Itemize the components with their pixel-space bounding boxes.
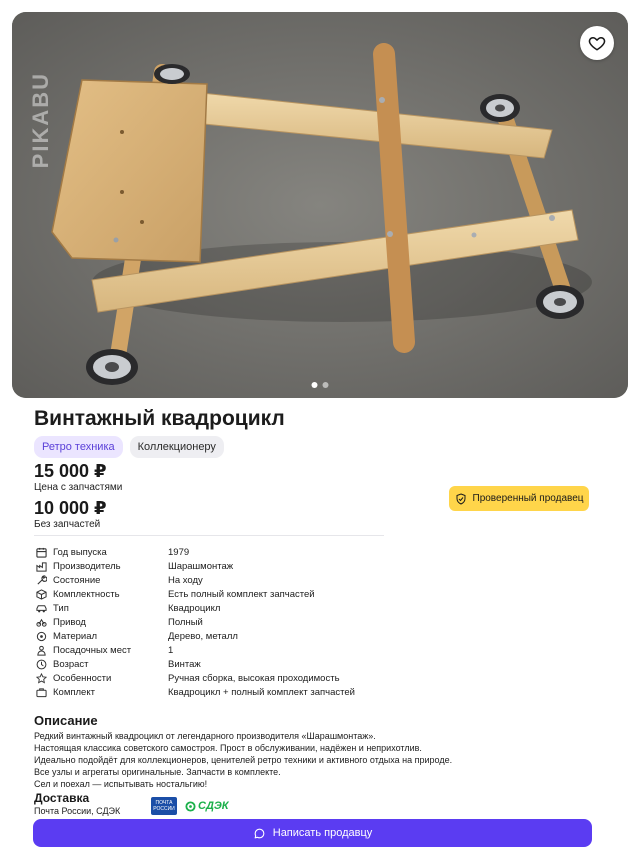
spec-label: Посадочных мест bbox=[53, 644, 132, 656]
spec-row-type bbox=[34, 601, 454, 615]
spec-value: Ручная сборка, высокая проходимость bbox=[168, 672, 340, 684]
specs-table bbox=[34, 545, 454, 699]
delivery-logos bbox=[151, 797, 229, 815]
description-line: Настоящая классика советского самостроя. Прост в обслуживании, надёжен и неприхотлив. bbox=[34, 743, 422, 753]
spec-row-drive bbox=[34, 615, 454, 629]
description-line: Идеально подойдёт для коллекционеров, ценителей ретро техники и активного отдыха на природе. bbox=[34, 755, 453, 765]
watermark: PIKABU bbox=[28, 72, 53, 169]
factory-icon bbox=[34, 559, 48, 573]
description-heading: Описание bbox=[34, 713, 98, 728]
gallery-pagination[interactable] bbox=[312, 382, 329, 388]
spec-label: Особенности bbox=[53, 672, 112, 684]
spec-value: Квадроцикл + полный комплект запчастей bbox=[168, 686, 355, 698]
spec-row-kit bbox=[34, 685, 454, 699]
spec-row-material bbox=[34, 629, 454, 643]
calendar-icon bbox=[34, 545, 48, 559]
spec-label: Год выпуска bbox=[53, 546, 107, 558]
shield-check-icon bbox=[455, 493, 467, 505]
spec-value: Винтаж bbox=[168, 658, 201, 670]
description-line: Все узлы и агрегаты оригинальные. Запчасти в комплекте. bbox=[34, 767, 281, 777]
spec-value: Полный bbox=[168, 616, 203, 628]
spec-label: Комплектность bbox=[53, 588, 120, 600]
product-photo[interactable] bbox=[12, 12, 628, 398]
contact-seller-label: Написать продавцу bbox=[272, 827, 373, 839]
spec-row-seats bbox=[34, 643, 454, 657]
pochta-rossii-logo: ПОЧТА РОССИИ bbox=[151, 797, 177, 815]
spec-row-completeness bbox=[34, 587, 454, 601]
tag-retro[interactable]: Ретро техника bbox=[34, 436, 123, 458]
spec-value: 1979 bbox=[168, 546, 190, 558]
spec-row-features bbox=[34, 671, 454, 685]
description-line: Редкий винтажный квадроцикл от легендарного производителя «Шарашмонтаж». bbox=[34, 731, 376, 741]
price-with-parts: 15 000 ₽ bbox=[34, 461, 107, 481]
wheel-back-left bbox=[536, 285, 584, 319]
tag-collector[interactable]: Коллекционеру bbox=[130, 436, 224, 458]
clock-icon bbox=[34, 657, 48, 671]
spec-value: Квадроцикл bbox=[168, 602, 221, 614]
cdek-logo-text: СДЭК bbox=[198, 800, 229, 812]
price-with-parts-note: Цена с запчастями bbox=[34, 482, 123, 493]
cdek-mark-icon bbox=[185, 801, 196, 812]
description-line: Сел и поехал — испытывать ностальгию! bbox=[34, 779, 208, 789]
material-icon bbox=[34, 629, 48, 643]
verified-seller-badge[interactable] bbox=[449, 486, 589, 511]
spec-label: Материал bbox=[53, 630, 98, 642]
spec-label: Возраст bbox=[53, 658, 89, 670]
chat-icon bbox=[253, 827, 266, 840]
wheel-back-right bbox=[480, 94, 520, 122]
spec-value: На ходу bbox=[168, 574, 203, 586]
delivery-methods: Почта России, СДЭК bbox=[34, 806, 121, 816]
spec-label: Привод bbox=[53, 616, 86, 628]
spec-label: Состояние bbox=[53, 574, 101, 586]
spec-value: 1 bbox=[168, 644, 174, 656]
spec-label: Производитель bbox=[53, 560, 121, 572]
wheel-front-left bbox=[86, 349, 138, 385]
spec-row-year bbox=[34, 545, 454, 559]
spec-label: Комплект bbox=[53, 686, 95, 698]
person-icon bbox=[34, 643, 48, 657]
spec-label: Тип bbox=[53, 602, 69, 614]
wrench-icon bbox=[34, 573, 48, 587]
spec-row-manufacturer bbox=[34, 559, 454, 573]
contact-seller-button[interactable] bbox=[33, 819, 592, 847]
price-without-parts-note: Без запчастей bbox=[34, 519, 101, 530]
box-icon bbox=[34, 587, 48, 601]
spec-value: Есть полный комплект запчастей bbox=[168, 588, 315, 600]
drive-icon bbox=[34, 615, 48, 629]
kit-icon bbox=[34, 685, 48, 699]
star-icon bbox=[34, 671, 48, 685]
spec-value: Дерево, металл bbox=[168, 630, 238, 642]
verified-seller-label: Проверенный продавец bbox=[472, 493, 584, 504]
gallery-dot-active[interactable] bbox=[312, 382, 318, 388]
spec-row-condition bbox=[34, 573, 454, 587]
listing-title: Винтажный квадроцикл bbox=[34, 407, 285, 430]
delivery-heading: Доставка bbox=[34, 791, 90, 805]
gallery-dot[interactable] bbox=[323, 382, 329, 388]
description-text bbox=[34, 730, 594, 790]
price-without-parts: 10 000 ₽ bbox=[34, 498, 107, 518]
car-icon bbox=[34, 601, 48, 615]
spec-row-age bbox=[34, 657, 454, 671]
specs-divider bbox=[34, 535, 384, 536]
wheel-front-right bbox=[154, 64, 190, 84]
cdek-logo bbox=[185, 800, 229, 812]
tag-list bbox=[34, 436, 224, 458]
quad-bike-image bbox=[12, 12, 628, 398]
favorite-button[interactable] bbox=[580, 26, 614, 60]
spec-value: Шарашмонтаж bbox=[168, 560, 234, 572]
heart-icon bbox=[588, 34, 606, 52]
